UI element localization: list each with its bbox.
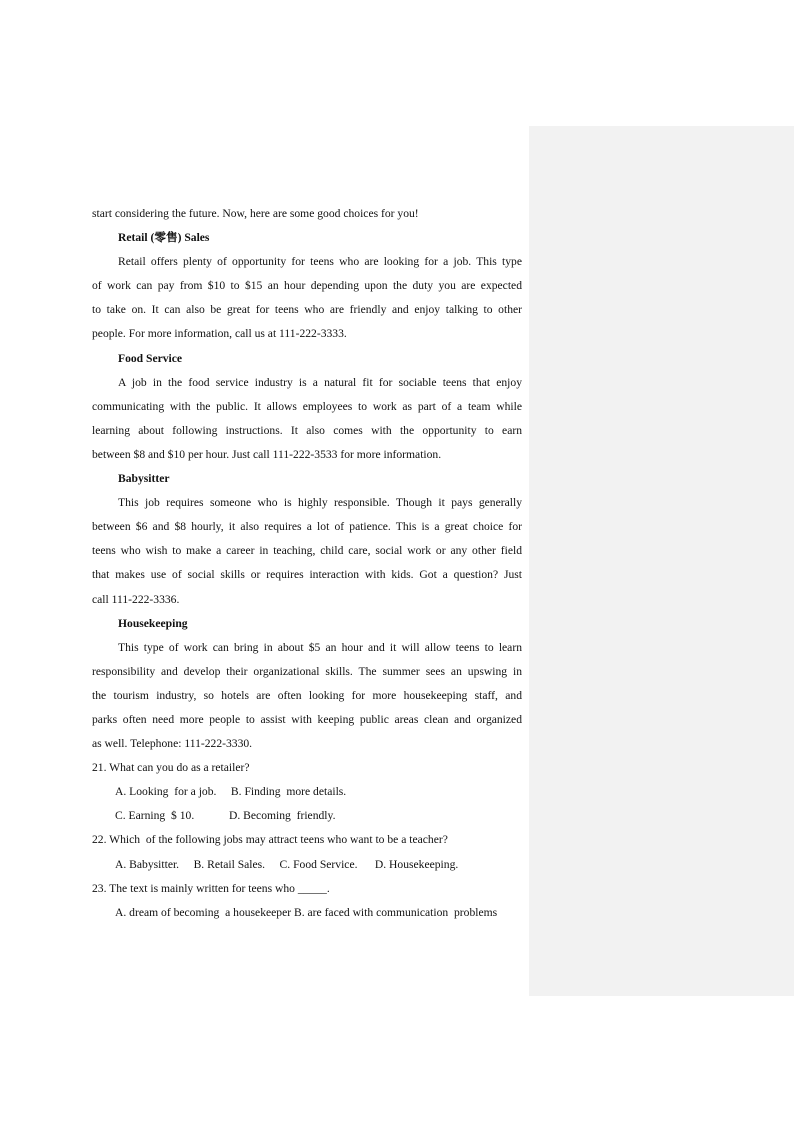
section-heading-housekeeping: Housekeeping — [118, 616, 188, 630]
paragraph-line: communicating with the public. It allows employees to work as part of a team while — [92, 399, 522, 413]
question-23-options: A. dream of becoming a housekeeper B. are faced with communication problems — [115, 905, 498, 919]
paragraph-line: people. For more information, call us at 111-222-3333. — [92, 327, 347, 341]
section-heading-babysitter: Babysitter — [118, 472, 170, 486]
question-21-options: A. Looking for a job. B. Finding more details. — [115, 785, 347, 799]
intro-line: start considering the future. Now, here are some good choices for you! — [92, 207, 419, 220]
section-heading-food-service: Food Service — [118, 351, 183, 365]
document-body — [92, 202, 522, 925]
paragraph-line: parks often need more people to assist with keeping public areas clean and organized — [92, 712, 522, 726]
paragraph-line: A job in the food service industry is a natural fit for sociable teens that enjoy — [118, 375, 522, 389]
paragraph-line: the tourism industry, so hotels are often looking for more housekeeping staff, and — [92, 688, 522, 702]
paragraph-line: learning about following instructions. It also comes with the opportunity to earn — [92, 423, 522, 437]
paragraph-line: Retail offers plenty of opportunity for teens who are looking for a job. This type — [118, 255, 522, 269]
section-heading-retail: Retail (零售) Sales — [118, 231, 210, 245]
paragraph-line: This job requires someone who is highly responsible. Though it pays generally — [118, 496, 522, 510]
question-22: 22. Which of the following jobs may attract teens who want to be a teacher? — [92, 833, 448, 847]
paragraph-line: This type of work can bring in about $5 an hour and it will allow teens to learn — [118, 640, 522, 654]
paragraph-line: teens who wish to make a career in teaching, child care, social work or any other field — [92, 544, 522, 558]
paragraph-line: of work can pay from $10 to $15 an hour depending upon the duty you are expected — [92, 279, 522, 293]
paragraph-line: between $8 and $10 per hour. Just call 111-222-3533 for more information. — [92, 447, 442, 461]
paragraph-line: that makes use of social skills or requires interaction with kids. Got a question? Just — [92, 568, 522, 582]
paragraph-line: call 111-222-3336. — [92, 592, 180, 606]
paragraph-line: responsibility and develop their organizational skills. The summer sees an upswing in — [92, 664, 522, 678]
comment-pane — [529, 126, 794, 996]
question-21-options: C. Earning $ 10. D. Becoming friendly. — [115, 809, 336, 823]
paragraph-line: between $6 and $8 hourly, it also requires a lot of patience. This is a great choice for — [92, 520, 522, 534]
paragraph-line: to take on. It can also be great for teens who are friendly and enjoy talking to other — [92, 303, 522, 317]
question-21: 21. What can you do as a retailer? — [92, 761, 250, 775]
paragraph-line: as well. Telephone: 111-222-3330. — [92, 737, 253, 751]
question-22-options: A. Babysitter. B. Retail Sales. C. Food Service. D. Housekeeping. — [115, 857, 459, 871]
question-23: 23. The text is mainly written for teens who _____. — [92, 881, 330, 895]
